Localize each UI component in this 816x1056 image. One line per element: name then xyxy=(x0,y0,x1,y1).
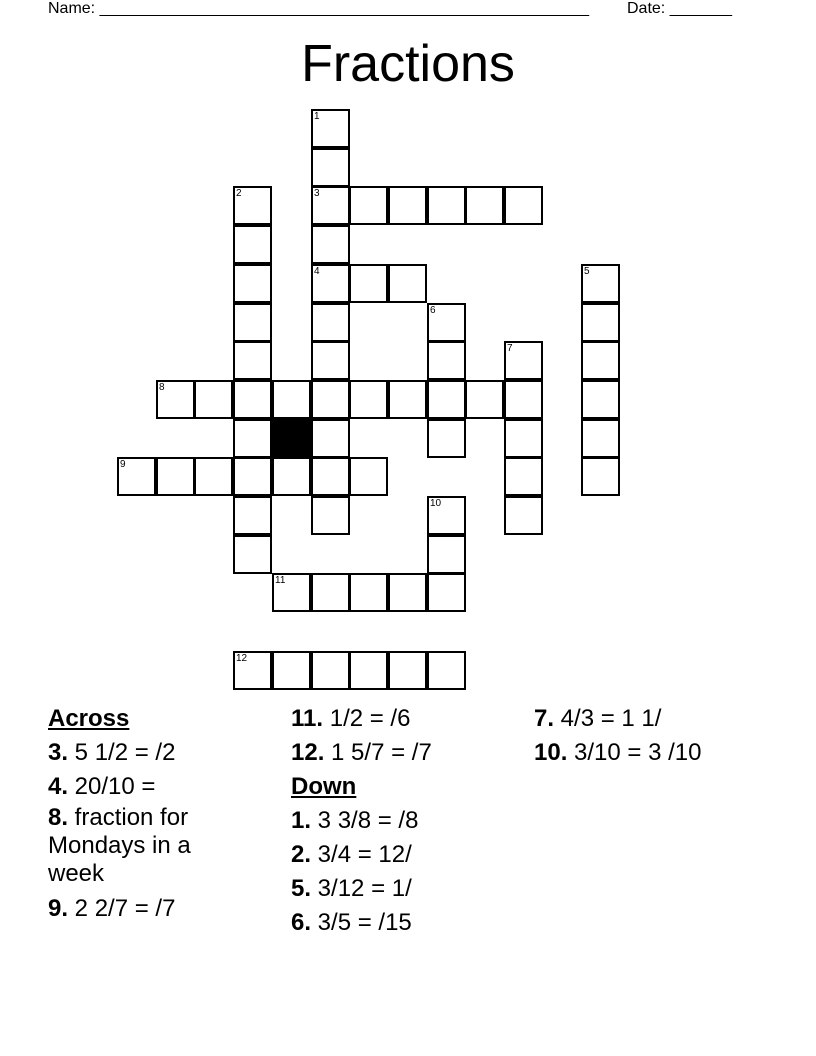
crossword-cell[interactable] xyxy=(233,380,272,419)
crossword-cell[interactable] xyxy=(156,457,195,496)
cell-number: 3 xyxy=(314,188,320,199)
crossword-cell[interactable] xyxy=(349,651,388,690)
clues-column-2 xyxy=(291,702,521,940)
crossword-cell[interactable] xyxy=(311,457,350,496)
clue-text: 20/10 = xyxy=(68,773,156,800)
clue-down-1 xyxy=(291,804,521,838)
cell-number: 12 xyxy=(236,653,248,664)
crossword-cell[interactable] xyxy=(581,380,620,419)
clue-text: 3/10 = 3 /10 xyxy=(567,739,702,766)
crossword-cell[interactable] xyxy=(504,380,543,419)
crossword-cell[interactable] xyxy=(233,496,272,535)
name-field-line: Name: _______________________________________________________ xyxy=(48,0,589,17)
clue-text: 1/2 = /6 xyxy=(323,705,411,732)
crossword-cell[interactable] xyxy=(311,264,350,303)
clue-number: 8. xyxy=(48,804,69,831)
crossword-cell[interactable] xyxy=(504,341,543,380)
crossword-cell[interactable] xyxy=(349,457,388,496)
crossword-black-cell xyxy=(272,419,311,458)
crossword-cell[interactable] xyxy=(349,264,388,303)
clues-column-3 xyxy=(534,702,774,770)
crossword-cell[interactable] xyxy=(233,651,272,690)
crossword-cell[interactable] xyxy=(311,148,350,187)
clue-text: 5 1/2 = /2 xyxy=(68,739,176,766)
crossword-cell[interactable] xyxy=(311,109,350,148)
clue-number: 9. xyxy=(48,895,69,922)
crossword-cell[interactable] xyxy=(388,651,427,690)
crossword-cell[interactable] xyxy=(272,380,311,419)
clue-across-4 xyxy=(48,770,248,804)
crossword-cell[interactable] xyxy=(233,419,272,458)
crossword-cell[interactable] xyxy=(349,186,388,225)
clue-down-6 xyxy=(291,906,521,940)
crossword-cell[interactable] xyxy=(349,573,388,612)
clue-down-10 xyxy=(534,736,774,770)
crossword-cell[interactable] xyxy=(581,264,620,303)
crossword-cell[interactable] xyxy=(194,457,233,496)
cell-number: 2 xyxy=(236,188,242,199)
crossword-cell[interactable] xyxy=(233,341,272,380)
crossword-cell[interactable] xyxy=(311,419,350,458)
crossword-cell[interactable] xyxy=(504,457,543,496)
cell-number: 9 xyxy=(120,459,126,470)
crossword-cell[interactable] xyxy=(465,186,504,225)
clue-text: 2 2/7 = /7 xyxy=(68,895,176,922)
crossword-cell[interactable] xyxy=(349,380,388,419)
cell-number: 10 xyxy=(430,498,442,509)
clue-text: 3 3/8 = /8 xyxy=(311,807,419,834)
clue-number: 5. xyxy=(291,875,312,902)
cell-number: 11 xyxy=(275,575,286,586)
crossword-cell[interactable] xyxy=(311,496,350,535)
crossword-cell[interactable] xyxy=(388,264,427,303)
clue-number: 10. xyxy=(534,739,568,766)
crossword-cell[interactable] xyxy=(233,225,272,264)
clue-across-12 xyxy=(291,736,521,770)
clue-number: 3. xyxy=(48,739,69,766)
crossword-cell[interactable] xyxy=(427,651,466,690)
crossword-cell[interactable] xyxy=(233,186,272,225)
clue-number: 2. xyxy=(291,841,312,868)
crossword-cell[interactable] xyxy=(504,186,543,225)
clue-number: 1. xyxy=(291,807,312,834)
crossword-cell[interactable] xyxy=(194,380,233,419)
clue-text: 3/5 = /15 xyxy=(311,909,412,936)
crossword-cell[interactable] xyxy=(427,303,466,342)
crossword-cell[interactable] xyxy=(311,186,350,225)
clue-number: 7. xyxy=(534,705,555,732)
crossword-cell[interactable] xyxy=(581,341,620,380)
clue-text: 1 5/7 = /7 xyxy=(324,739,432,766)
date-field-line: Date: _______ xyxy=(627,0,732,17)
cell-number: 1 xyxy=(314,111,320,122)
crossword-cell[interactable] xyxy=(388,573,427,612)
crossword-cell[interactable] xyxy=(427,496,466,535)
clue-down-2 xyxy=(291,838,521,872)
crossword-cell[interactable] xyxy=(465,380,504,419)
crossword-cell[interactable] xyxy=(311,573,350,612)
clue-number: 11. xyxy=(291,705,324,732)
crossword-cell[interactable] xyxy=(504,496,543,535)
cell-number: 7 xyxy=(507,343,513,354)
crossword-cell[interactable] xyxy=(427,186,466,225)
crossword-cell[interactable] xyxy=(272,457,311,496)
cell-number: 6 xyxy=(430,305,436,316)
crossword-cell[interactable] xyxy=(427,341,466,380)
crossword-cell[interactable] xyxy=(311,341,350,380)
clue-text: 4/3 = 1 1/ xyxy=(554,705,662,732)
crossword-cell[interactable] xyxy=(581,419,620,458)
crossword-cell[interactable] xyxy=(311,303,350,342)
across-heading: Across xyxy=(48,705,130,732)
crossword-cell[interactable] xyxy=(388,186,427,225)
crossword-cell[interactable] xyxy=(581,303,620,342)
crossword-cell[interactable] xyxy=(311,225,350,264)
cell-number: 8 xyxy=(159,382,165,393)
crossword-cell[interactable] xyxy=(233,303,272,342)
clue-number: 6. xyxy=(291,909,312,936)
cell-number: 4 xyxy=(314,266,320,277)
crossword-cell[interactable] xyxy=(117,457,156,496)
crossword-cell[interactable] xyxy=(233,457,272,496)
crossword-cell[interactable] xyxy=(504,419,543,458)
crossword-cell[interactable] xyxy=(427,419,466,458)
clues-column-1 xyxy=(48,702,248,926)
clue-text: 3/12 = 1/ xyxy=(311,875,412,902)
crossword-cell[interactable] xyxy=(272,573,311,612)
cell-number: 5 xyxy=(584,266,590,277)
crossword-cell[interactable] xyxy=(427,573,466,612)
clue-text: 3/4 = 12/ xyxy=(311,841,412,868)
clue-across-3 xyxy=(48,736,248,770)
page-title: Fractions xyxy=(301,35,515,93)
crossword-cell[interactable] xyxy=(233,535,272,574)
crossword-cell[interactable] xyxy=(311,651,350,690)
clue-down-7 xyxy=(534,702,774,736)
clue-across-9 xyxy=(48,892,248,926)
clue-text: fraction for Mondays in a week xyxy=(48,804,191,887)
crossword-cell[interactable] xyxy=(272,651,311,690)
crossword-cell[interactable] xyxy=(427,535,466,574)
clue-number: 4. xyxy=(48,773,69,800)
crossword-cell[interactable] xyxy=(311,380,350,419)
clue-number: 12. xyxy=(291,739,325,766)
crossword-cell[interactable] xyxy=(427,380,466,419)
crossword-cell[interactable] xyxy=(156,380,195,419)
down-heading: Down xyxy=(291,773,357,800)
crossword-cell[interactable] xyxy=(233,264,272,303)
crossword-cell[interactable] xyxy=(388,380,427,419)
crossword-cell[interactable] xyxy=(581,457,620,496)
clue-across-8 xyxy=(48,804,248,892)
clue-across-11 xyxy=(291,702,521,736)
clue-down-5 xyxy=(291,872,521,906)
